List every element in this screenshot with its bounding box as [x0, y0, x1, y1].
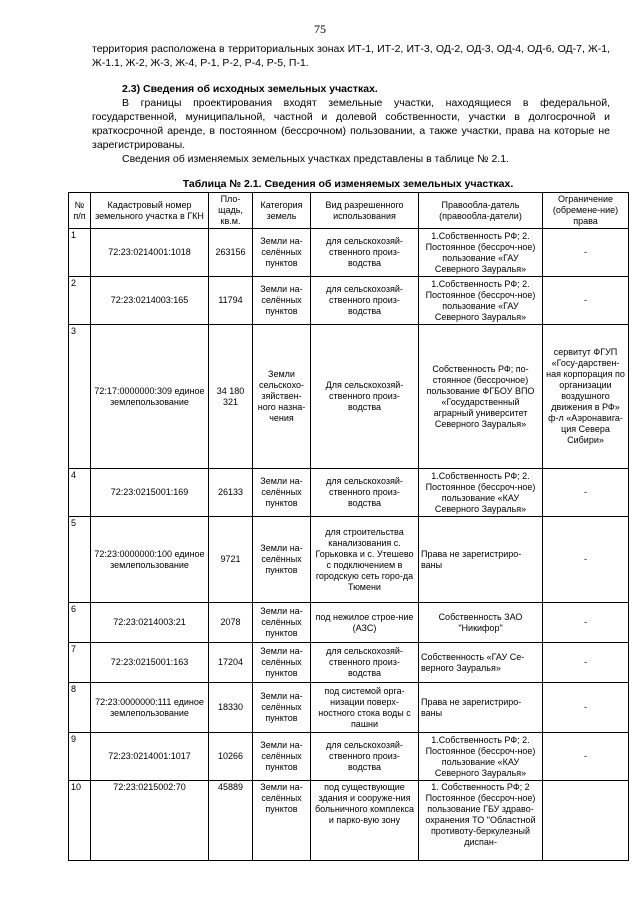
right-holder: 1.Собственность РФ; 2. Постоянное (бессроч-ное) пользование «ГАУ Северного Зауралья»: [419, 277, 543, 325]
land-category: Земли на-селённых пунктов: [253, 643, 311, 683]
row-number: 5: [69, 517, 91, 603]
permitted-use: под существующие здания и сооруже-ния больничного комплекса и парко-вую зону: [311, 781, 419, 861]
land-category: Земли на-селённых пунктов: [253, 517, 311, 603]
area-value: 45889: [209, 781, 253, 861]
restriction: [543, 781, 629, 861]
row-number: 9: [69, 733, 91, 781]
section-heading: 2.3) Сведения об исходных земельных участках.: [122, 83, 378, 95]
land-category: Земли на-селённых пунктов: [253, 277, 311, 325]
header-number: № п/п: [69, 193, 91, 229]
restriction: -: [543, 643, 629, 683]
restriction: -: [543, 469, 629, 517]
right-holder: Права не зарегистриро-ваны: [419, 683, 543, 733]
cadastral-number: 72:17:0000000:309 единое землепользование: [91, 325, 209, 469]
page-number: 75: [314, 22, 326, 36]
restriction: -: [543, 603, 629, 643]
land-category: Земли на-селённых пунктов: [253, 733, 311, 781]
table-row: [69, 325, 629, 469]
area-value: 11794: [209, 277, 253, 325]
paragraph-2: Сведения об изменяемых земельных участках представлены в таблице № 2.1.: [122, 153, 509, 165]
cadastral-number: 72:23:0000000:100 единое землепользование: [91, 517, 209, 603]
permitted-use: под системой орга-низации поверх-ностного стока воды с пашни: [311, 683, 419, 733]
paragraph-1: В границы проектирования входят земельные участки, находящиеся в федеральной, государственной, муниципальной, частной и долевой собственности, участки в долгосрочной и краткосрочной аренде, в постоянном (бессрочном) пользовании, а также участки, права на которые не зарегистрированы.: [92, 97, 610, 151]
cadastral-number: 72:23:0215002:70: [91, 781, 209, 861]
table-row: [69, 643, 629, 683]
land-category: Земли сельскохо-зяйствен-ного назна-чения: [253, 325, 311, 469]
row-number: 8: [69, 683, 91, 733]
table-title: Таблица № 2.1. Сведения об изменяемых земельных участках.: [182, 178, 514, 190]
right-holder: 1.Собственность РФ; 2. Постоянное (бессроч-ное) пользование «КАУ Северного Зауралья»: [419, 733, 543, 781]
header-cadastral: Кадастровый номер земельного участка в ГКН: [91, 193, 209, 229]
right-holder: Права не зарегистриро-ваны: [419, 517, 543, 603]
restriction: -: [543, 733, 629, 781]
restriction: -: [543, 277, 629, 325]
permitted-use: для сельскохозяй-ственного произ-водства: [311, 643, 419, 683]
table-row: [69, 603, 629, 643]
permitted-use: для строительства канализования с. Горьковка и с. Утешево с подключением в городскую сеть горо-да Тюмени: [311, 517, 419, 603]
row-number: 4: [69, 469, 91, 517]
area-value: 10266: [209, 733, 253, 781]
header-holder: Правообла-датель (правообла-датели): [419, 193, 543, 229]
permitted-use: под нежилое строе-ние (АЗС): [311, 603, 419, 643]
restriction: -: [543, 517, 629, 603]
cadastral-number: 72:23:0214001:1018: [91, 229, 209, 277]
right-holder: Собственность «ГАУ Се-верного Зауралья»: [419, 643, 543, 683]
row-number: 10: [69, 781, 91, 861]
table-row: [69, 781, 629, 861]
table-row: [69, 277, 629, 325]
restriction: сервитут ФГУП «Госу-дарствен-ная корпорация по организации воздушного движения в РФ» ф-л «Аэронавига-ция Севера Сибири»: [543, 325, 629, 469]
table-row: [69, 469, 629, 517]
area-value: 9721: [209, 517, 253, 603]
right-holder: 1.Собственность РФ; 2. Постоянное (бессроч-ное) пользование «КАУ Северного Зауралья»: [419, 469, 543, 517]
land-category: Земли на-селённых пунктов: [253, 229, 311, 277]
area-value: 26133: [209, 469, 253, 517]
table-row: [69, 517, 629, 603]
cadastral-number: 72:23:0000000:111 единое землепользование: [91, 683, 209, 733]
right-holder: Собственность ЗАО "Никифор": [419, 603, 543, 643]
area-value: 34 180 321: [209, 325, 253, 469]
restriction: -: [543, 229, 629, 277]
cadastral-number: 72:23:0215001:169: [91, 469, 209, 517]
land-category: Земли на-селённых пунктов: [253, 603, 311, 643]
permitted-use: для сельскохозяй-ственного произ-водства: [311, 277, 419, 325]
row-number: 7: [69, 643, 91, 683]
right-holder: Собственность РФ; по-стоянное (бессрочное) пользование ФГБОУ ВПО «Государственный аграрный университет Северного Зауралья»: [419, 325, 543, 469]
cadastral-number: 72:23:0214001:1017: [91, 733, 209, 781]
permitted-use: для сельскохозяй-ственного произ-водства: [311, 469, 419, 517]
row-number: 2: [69, 277, 91, 325]
permitted-use: для сельскохозяй-ственного произ-водства: [311, 229, 419, 277]
body-text: [92, 42, 610, 166]
intro-paragraph: территория расположена в территориальных зонах ИТ-1, ИТ-2, ИТ-3, ОД-2, ОД-3, ОД-4, ОД-6, ОД-7, Ж-1, Ж-1.1, Ж-2, Ж-3, Ж-4, Р-1, Р-2, Р-4, Р-5, П-1.: [92, 43, 610, 69]
land-category: Земли на-селённых пунктов: [253, 683, 311, 733]
permitted-use: для сельскохозяй-ственного произ-водства: [311, 733, 419, 781]
cadastral-number: 72:23:0215001:163: [91, 643, 209, 683]
cadastral-number: 72:23:0214003:21: [91, 603, 209, 643]
row-number: 3: [69, 325, 91, 469]
land-plots-table: [68, 192, 629, 861]
area-value: 263156: [209, 229, 253, 277]
restriction: -: [543, 683, 629, 733]
right-holder: 1. Собственность РФ; 2 Постоянное (бессроч-ное) пользование ГБУ здраво-охранения ТО "Областной противоту-беркулезный диспан-: [419, 781, 543, 861]
row-number: 1: [69, 229, 91, 277]
header-category: Категория земель: [253, 193, 311, 229]
permitted-use: Для сельскохозяй-ственного произ-водства: [311, 325, 419, 469]
table-row: [69, 229, 629, 277]
land-category: Земли на-селённых пунктов: [253, 781, 311, 861]
table-header-row: [69, 193, 629, 229]
cadastral-number: 72:23:0214003:165: [91, 277, 209, 325]
area-value: 18330: [209, 683, 253, 733]
header-area: Пло-щадь, кв.м.: [209, 193, 253, 229]
header-restriction: Ограничение (обремене-ние) права: [543, 193, 629, 229]
area-value: 2078: [209, 603, 253, 643]
header-use: Вид разрешенного использования: [311, 193, 419, 229]
row-number: 6: [69, 603, 91, 643]
right-holder: 1.Собственность РФ; 2. Постоянное (бессроч-ное) пользование «ГАУ Северного Зауралья»: [419, 229, 543, 277]
land-category: Земли на-селённых пунктов: [253, 469, 311, 517]
table-row: [69, 733, 629, 781]
area-value: 17204: [209, 643, 253, 683]
table-row: [69, 683, 629, 733]
